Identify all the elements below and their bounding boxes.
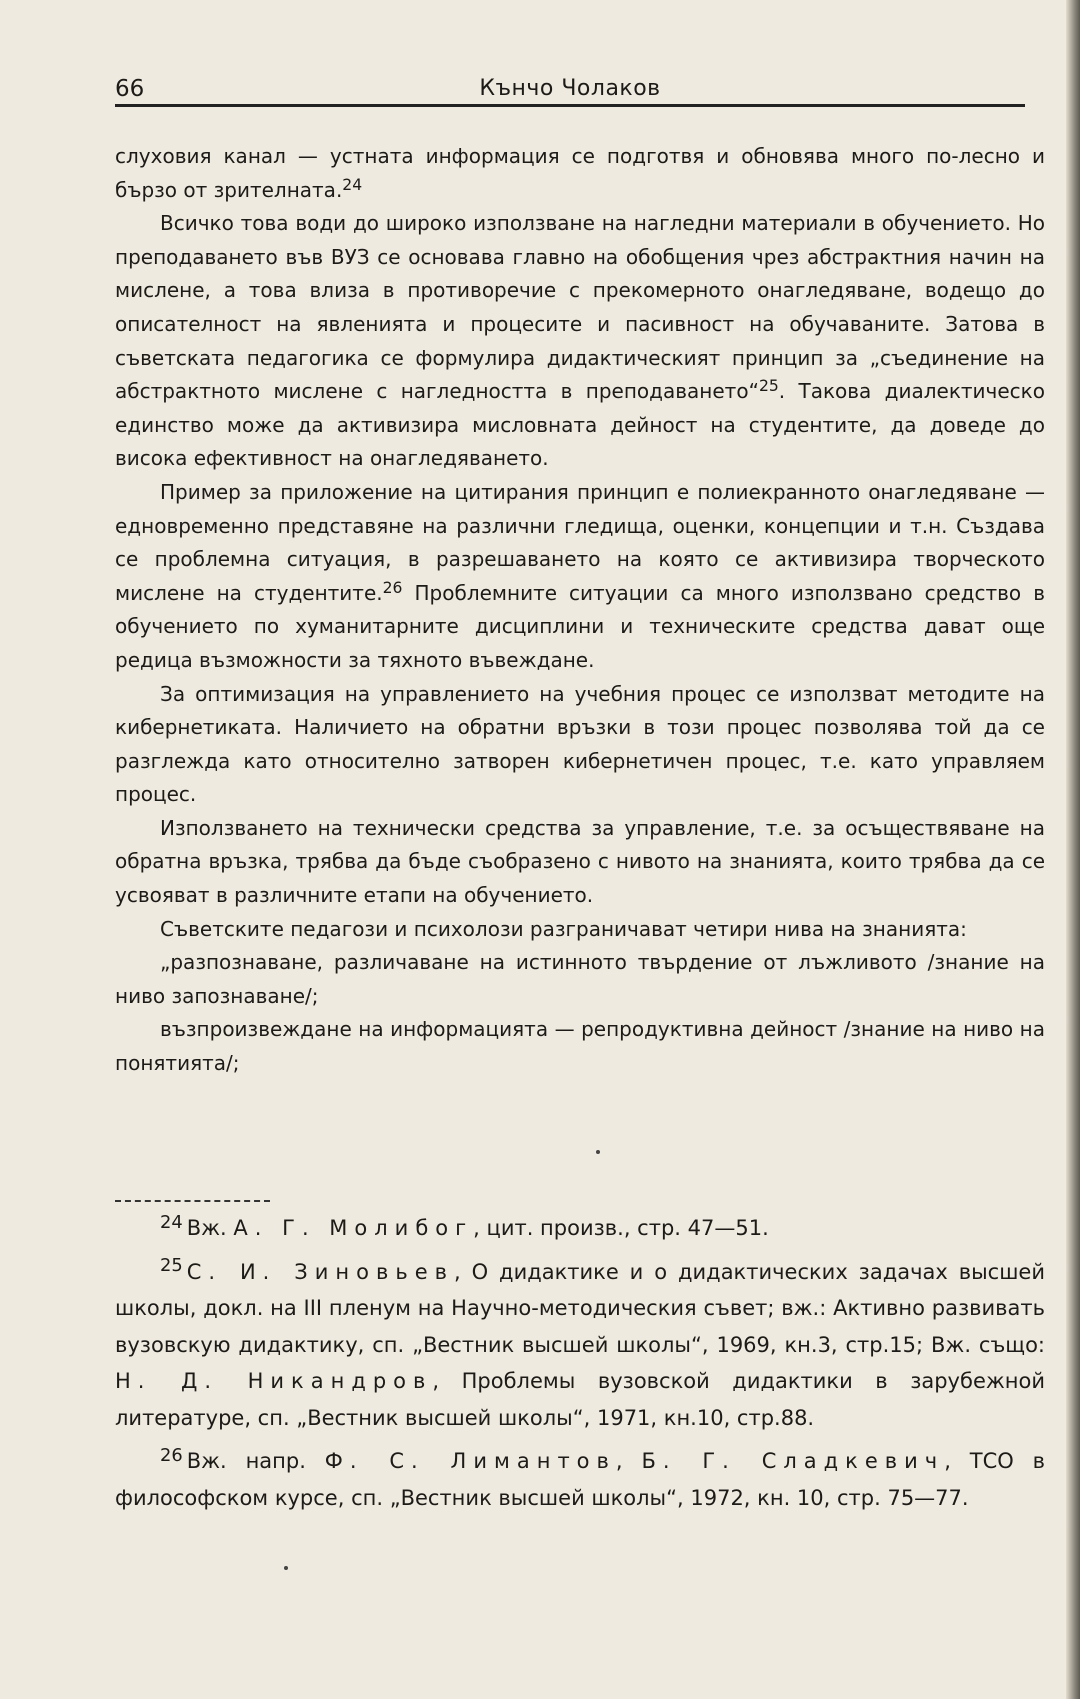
footnote-ref-24: 24 — [342, 175, 363, 194]
footnote-ref-25: 25 — [758, 377, 779, 396]
paragraph-7: „разпознаване, различаване на истинното твърдение от лъжливото /знание на ниво запознаване/; — [115, 950, 1045, 1008]
footnote-number: 26 — [160, 1444, 183, 1466]
footnote-number: 25 — [160, 1255, 183, 1277]
footnote-25 — [115, 1254, 1045, 1437]
page-edge-shadow — [1066, 0, 1080, 1699]
page-number: 66 — [115, 76, 145, 102]
footnote-24 — [115, 1210, 1045, 1247]
print-speck — [284, 1566, 288, 1570]
paragraph-2 — [115, 207, 1045, 476]
footnote-author: А. Г. Молибог — [233, 1216, 474, 1240]
footnote-text: , цит. произв., стр. 47—51. — [473, 1216, 769, 1240]
footnote-text: , О дидактике и о дидактических задачах высшей школы, докл. на III пленум на Научно-методическия съвет; вж.: Активно развивать вузовскую дидактику, сп. „Вестник высшей школы“, 1969, кн.3, стр.15; Вж. също: — [115, 1259, 1045, 1357]
footnote-text: , Проблемы вузовской дидактики в зарубежной литературе, сп. „Вестник высшей школы“, 1971, кн.10, стр.88. — [115, 1369, 1046, 1430]
footnote-26 — [115, 1443, 1045, 1516]
paragraph-2-text-b: . Такова диалектическо единство може да активизира мисловната дейност на студентите, да доведе до висока ефективност на онагледяването. — [115, 379, 1045, 471]
main-text — [115, 140, 1045, 1081]
footnotes — [115, 1210, 1045, 1523]
footnote-author: С. И. Зиновьев — [186, 1259, 455, 1284]
running-title: Кънчо Чолаков — [479, 76, 661, 101]
print-speck — [596, 1150, 600, 1154]
paragraph-1-text: слуховия канал — устната информация се подготвя и обновява много по-лесно и бързо от зрителната. — [115, 144, 1045, 202]
paragraph-1 — [115, 140, 1045, 207]
paragraph-8: възпроизвеждане на информацията — репродуктивна дейност /знание на ниво на понятията/; — [115, 1017, 1045, 1076]
footnote-separator — [115, 1200, 270, 1202]
footnote-text: , ТСО в философском курсе, сп. „Вестник высшей школы“, 1972, кн. 10, стр. 75—77. — [115, 1449, 1045, 1510]
paragraph-3-text-a: Пример за приложение на цитирания принцип е полиекранното онагледяване — едновременно представяне на различни гледища, оценки, концепции и т.н. Създава се проблемна ситуация, в разрешаването на която се активизира творческото мислене на студентите. — [115, 479, 1045, 605]
header-rule — [115, 104, 1025, 107]
paragraph-4: За оптимизация на управлението на учебния процес се използват методите на кибернетиката. Наличието на обратни връзки в този процес позволява той да се разглежда като относително затворен кибернетичен процес, т.е. като управляем процес. — [115, 681, 1045, 807]
paragraph-3-text-b: Проблемните ситуации са много използвано средство в обучението по хуманитарните дисциплини и техническите средства дават още редица възможности за тяхното въвеждане. — [115, 580, 1045, 672]
footnote-author: Ф. С. Лимантов — [324, 1449, 616, 1473]
footnote-text: Вж. напр. — [186, 1449, 325, 1473]
paragraph-5: Използването на технически средства за управление, т.е. за осъществяване на обратна връзка, трябва да бъде съобразено с нивото на знанията, които трябва да се усвояват в различните етапи на обучението. — [115, 815, 1045, 908]
footnote-text: Вж. — [186, 1216, 227, 1240]
paragraph-3 — [115, 476, 1045, 678]
footnote-ref-26: 26 — [382, 578, 403, 597]
footnote-author: Б. Г. Сладкевич — [641, 1449, 945, 1473]
footnote-number: 24 — [160, 1211, 183, 1233]
paragraph-6: Съветските педагози и психолози разграничават четири нива на знанията: — [160, 916, 967, 941]
footnote-text: , — [615, 1449, 642, 1473]
footnote-author: Н. Д. Никандров — [115, 1369, 433, 1393]
paragraph-2-text-a: Всичко това води до широко използване на нагледни материали в обучението. Но преподаването във ВУЗ се основава главно на обобщения чрез абстрактния начин на мислене, а това влиза в противоречие с прекомерното онагледяване, водещо до описателност на явленията и процесите и пасивност на обучаваните. Затова в съветската педагогика се формулира дидактическият принцип за „съединение на абстрактното мислене с нагледността в преподаването“ — [115, 211, 1045, 404]
